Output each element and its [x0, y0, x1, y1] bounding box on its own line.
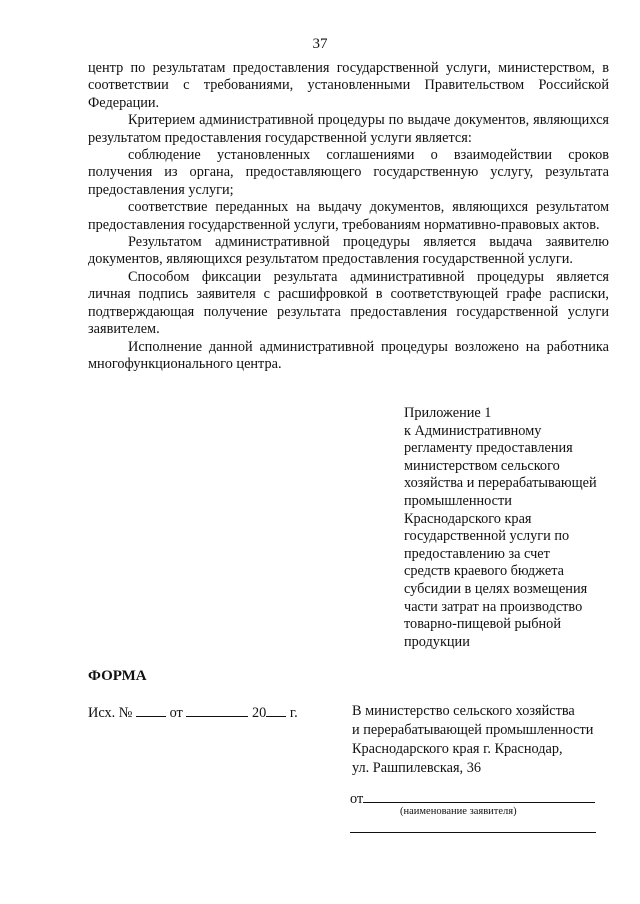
- number-blank: [136, 702, 166, 717]
- appendix-line: министерством сельского: [404, 457, 560, 474]
- appendix-line: субсидии в целях возмещения: [404, 580, 588, 597]
- appendix-block: [404, 405, 614, 651]
- appendix-line: промышленности: [404, 492, 512, 509]
- paragraph: центр по результатам предоставления государственной услуги, министерством, в соответствии с требованиями, установленными Правительством Российской Федерации.: [88, 60, 609, 111]
- paragraph: Критерием административной процедуры по выдаче документов, являющихся результатом предоставления государственной услуги является:: [88, 112, 609, 146]
- appendix-line: регламенту предоставления: [404, 440, 573, 457]
- outgoing-prefix: Исх. №: [88, 705, 133, 721]
- paragraph: соблюдение установленных соглашениями о взаимодействии сроков получения из органа, предоставляющего государственную услугу, результата предоставления услуги;: [88, 147, 609, 198]
- date-blank: [186, 702, 248, 717]
- applicant-blank: [363, 788, 595, 803]
- from-label: от: [350, 791, 364, 807]
- applicant-extra-blank: [350, 832, 596, 833]
- outgoing-from-word: от: [169, 705, 183, 721]
- year-blank: [266, 702, 286, 717]
- year-prefix: 20: [251, 705, 267, 721]
- paragraph: Исполнение данной административной процедуры возложено на работника многофункционального центра.: [88, 338, 609, 372]
- address-line: и перерабатывающей промышленности: [352, 722, 594, 738]
- appendix-line: части затрат на производство: [404, 598, 583, 615]
- appendix-line: государственной услуги по: [404, 528, 570, 545]
- paragraph: Результатом административной процедуры является выдача заявителю документов, являющихся результатом предоставления государственной услуги.: [88, 234, 609, 268]
- appendix-line: средств краевого бюджета: [404, 563, 564, 580]
- form-title: ФОРМА: [88, 668, 147, 684]
- address-line: В министерство сельского хозяйства: [352, 703, 575, 719]
- applicant-line: [350, 788, 595, 808]
- applicant-caption: (наименование заявителя): [400, 806, 517, 817]
- appendix-line: Краснодарского края: [404, 510, 532, 527]
- appendix-line: предоставлению за счет: [404, 545, 550, 562]
- recipient-address: [352, 702, 593, 778]
- year-suffix: г.: [289, 705, 298, 721]
- address-line: ул. Рашпилевская, 36: [352, 760, 481, 776]
- paragraph: соответствие переданных на выдачу документов, являющихся результатом предоставления государственной услуги, требованиям нормативно-правовых актов.: [88, 199, 609, 233]
- page-number: 37: [312, 36, 328, 52]
- appendix-line: хозяйства и перерабатывающей: [404, 475, 597, 492]
- paragraph: Способом фиксации результата административной процедуры является личная подпись заявителя с расшифровкой в соответствующей графе расписки, подтверждающая получение результата предоставления государственной услуги заявителем.: [88, 268, 609, 338]
- outgoing-number-line: [88, 702, 298, 722]
- appendix-line: товарно-пищевой рыбной: [404, 616, 561, 633]
- appendix-line: Приложение 1: [404, 405, 492, 421]
- appendix-line: продукции: [404, 633, 470, 650]
- address-line: Краснодарского края г. Краснодар,: [352, 741, 563, 757]
- appendix-line: к Административному: [404, 422, 542, 439]
- body-text: [88, 60, 609, 373]
